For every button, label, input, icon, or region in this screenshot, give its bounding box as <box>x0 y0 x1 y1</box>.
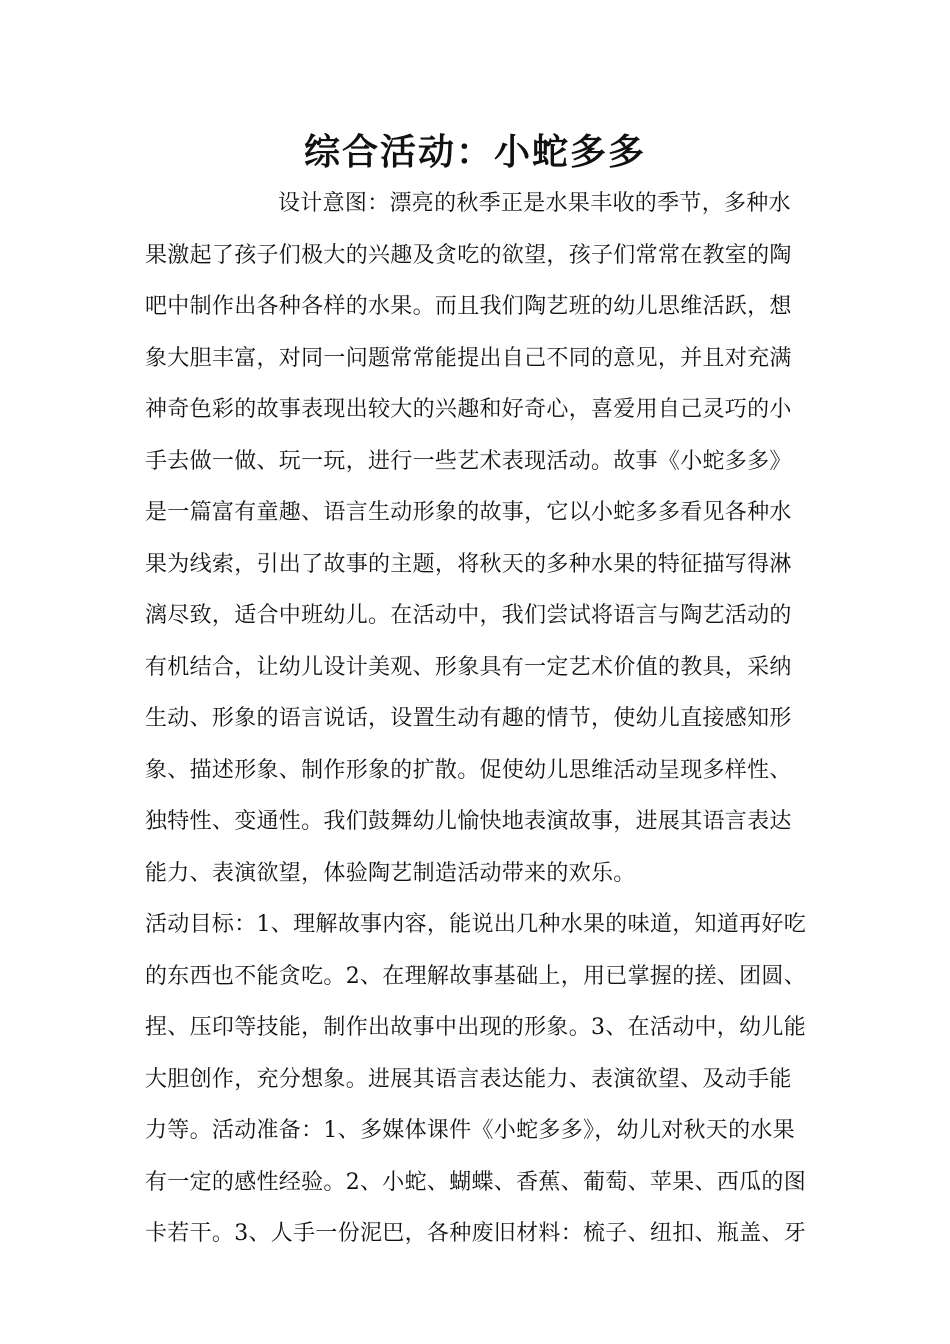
body-line: 漓尽致，适合中班幼儿。在活动中，我们尝试将语言与陶艺活动的 <box>145 603 792 628</box>
body-line: 卡若干。3、人手一份泥巴，各种废旧材料：梳子、纽扣、瓶盖、牙 <box>145 1221 806 1246</box>
body-line: 生动、形象的语言说话，设置生动有趣的情节，使幼儿直接感知形 <box>145 706 792 731</box>
body-line: 是一篇富有童趣、语言生动形象的故事，它以小蛇多多看见各种水 <box>145 500 792 525</box>
body-line: 活动目标：1、理解故事内容，能说出几种水果的味道，知道再好吃 <box>145 912 806 937</box>
body-line: 吧中制作出各种各样的水果。而且我们陶艺班的幼儿思维活跃，想 <box>145 294 792 319</box>
document-body <box>145 178 805 1260</box>
body-line: 捏、压印等技能，制作出故事中出现的形象。3、在活动中，幼儿能 <box>145 1015 806 1040</box>
body-line: 设计意图：漂亮的秋季正是水果丰收的季节，多种水 <box>278 191 791 216</box>
body-line: 能力、表演欲望，体验陶艺制造活动带来的欢乐。 <box>145 860 636 886</box>
body-line: 大胆创作，充分想象。进展其语言表达能力、表演欲望、及动手能 <box>145 1066 792 1092</box>
body-line: 果为线索，引出了故事的主题，将秋天的多种水果的特征描写得淋 <box>145 551 792 577</box>
body-line: 手去做一做、玩一玩，进行一些艺术表现活动。故事《小蛇多多》 <box>145 448 792 474</box>
body-line: 象大胆丰富，对同一问题常常能提出自己不同的意见，并且对充满 <box>145 345 792 371</box>
body-line: 有机结合，让幼儿设计美观、形象具有一定艺术价值的教具，采纳 <box>145 654 792 680</box>
body-line: 果激起了孩子们极大的兴趣及贪吃的欲望，孩子们常常在教室的陶 <box>145 242 792 268</box>
body-line: 有一定的感性经验。2、小蛇、蝴蝶、香蕉、葡萄、苹果、西瓜的图 <box>145 1169 806 1195</box>
document-title: 综合活动：小蛇多多 <box>303 132 646 173</box>
body-line: 神奇色彩的故事表现出较大的兴趣和好奇心，喜爱用自己灵巧的小 <box>145 397 792 422</box>
body-line: 的东西也不能贪吃。2、在理解故事基础上，用已掌握的搓、团圆、 <box>145 963 806 989</box>
body-line: 象、描述形象、制作形象的扩散。促使幼儿思维活动呈现多样性、 <box>145 757 792 783</box>
body-line: 力等。活动准备：1、多媒体课件《小蛇多多》，幼儿对秋天的水果 <box>145 1118 795 1143</box>
body-line: 独特性、变通性。我们鼓舞幼儿愉快地表演故事，进展其语言表达 <box>145 809 792 834</box>
